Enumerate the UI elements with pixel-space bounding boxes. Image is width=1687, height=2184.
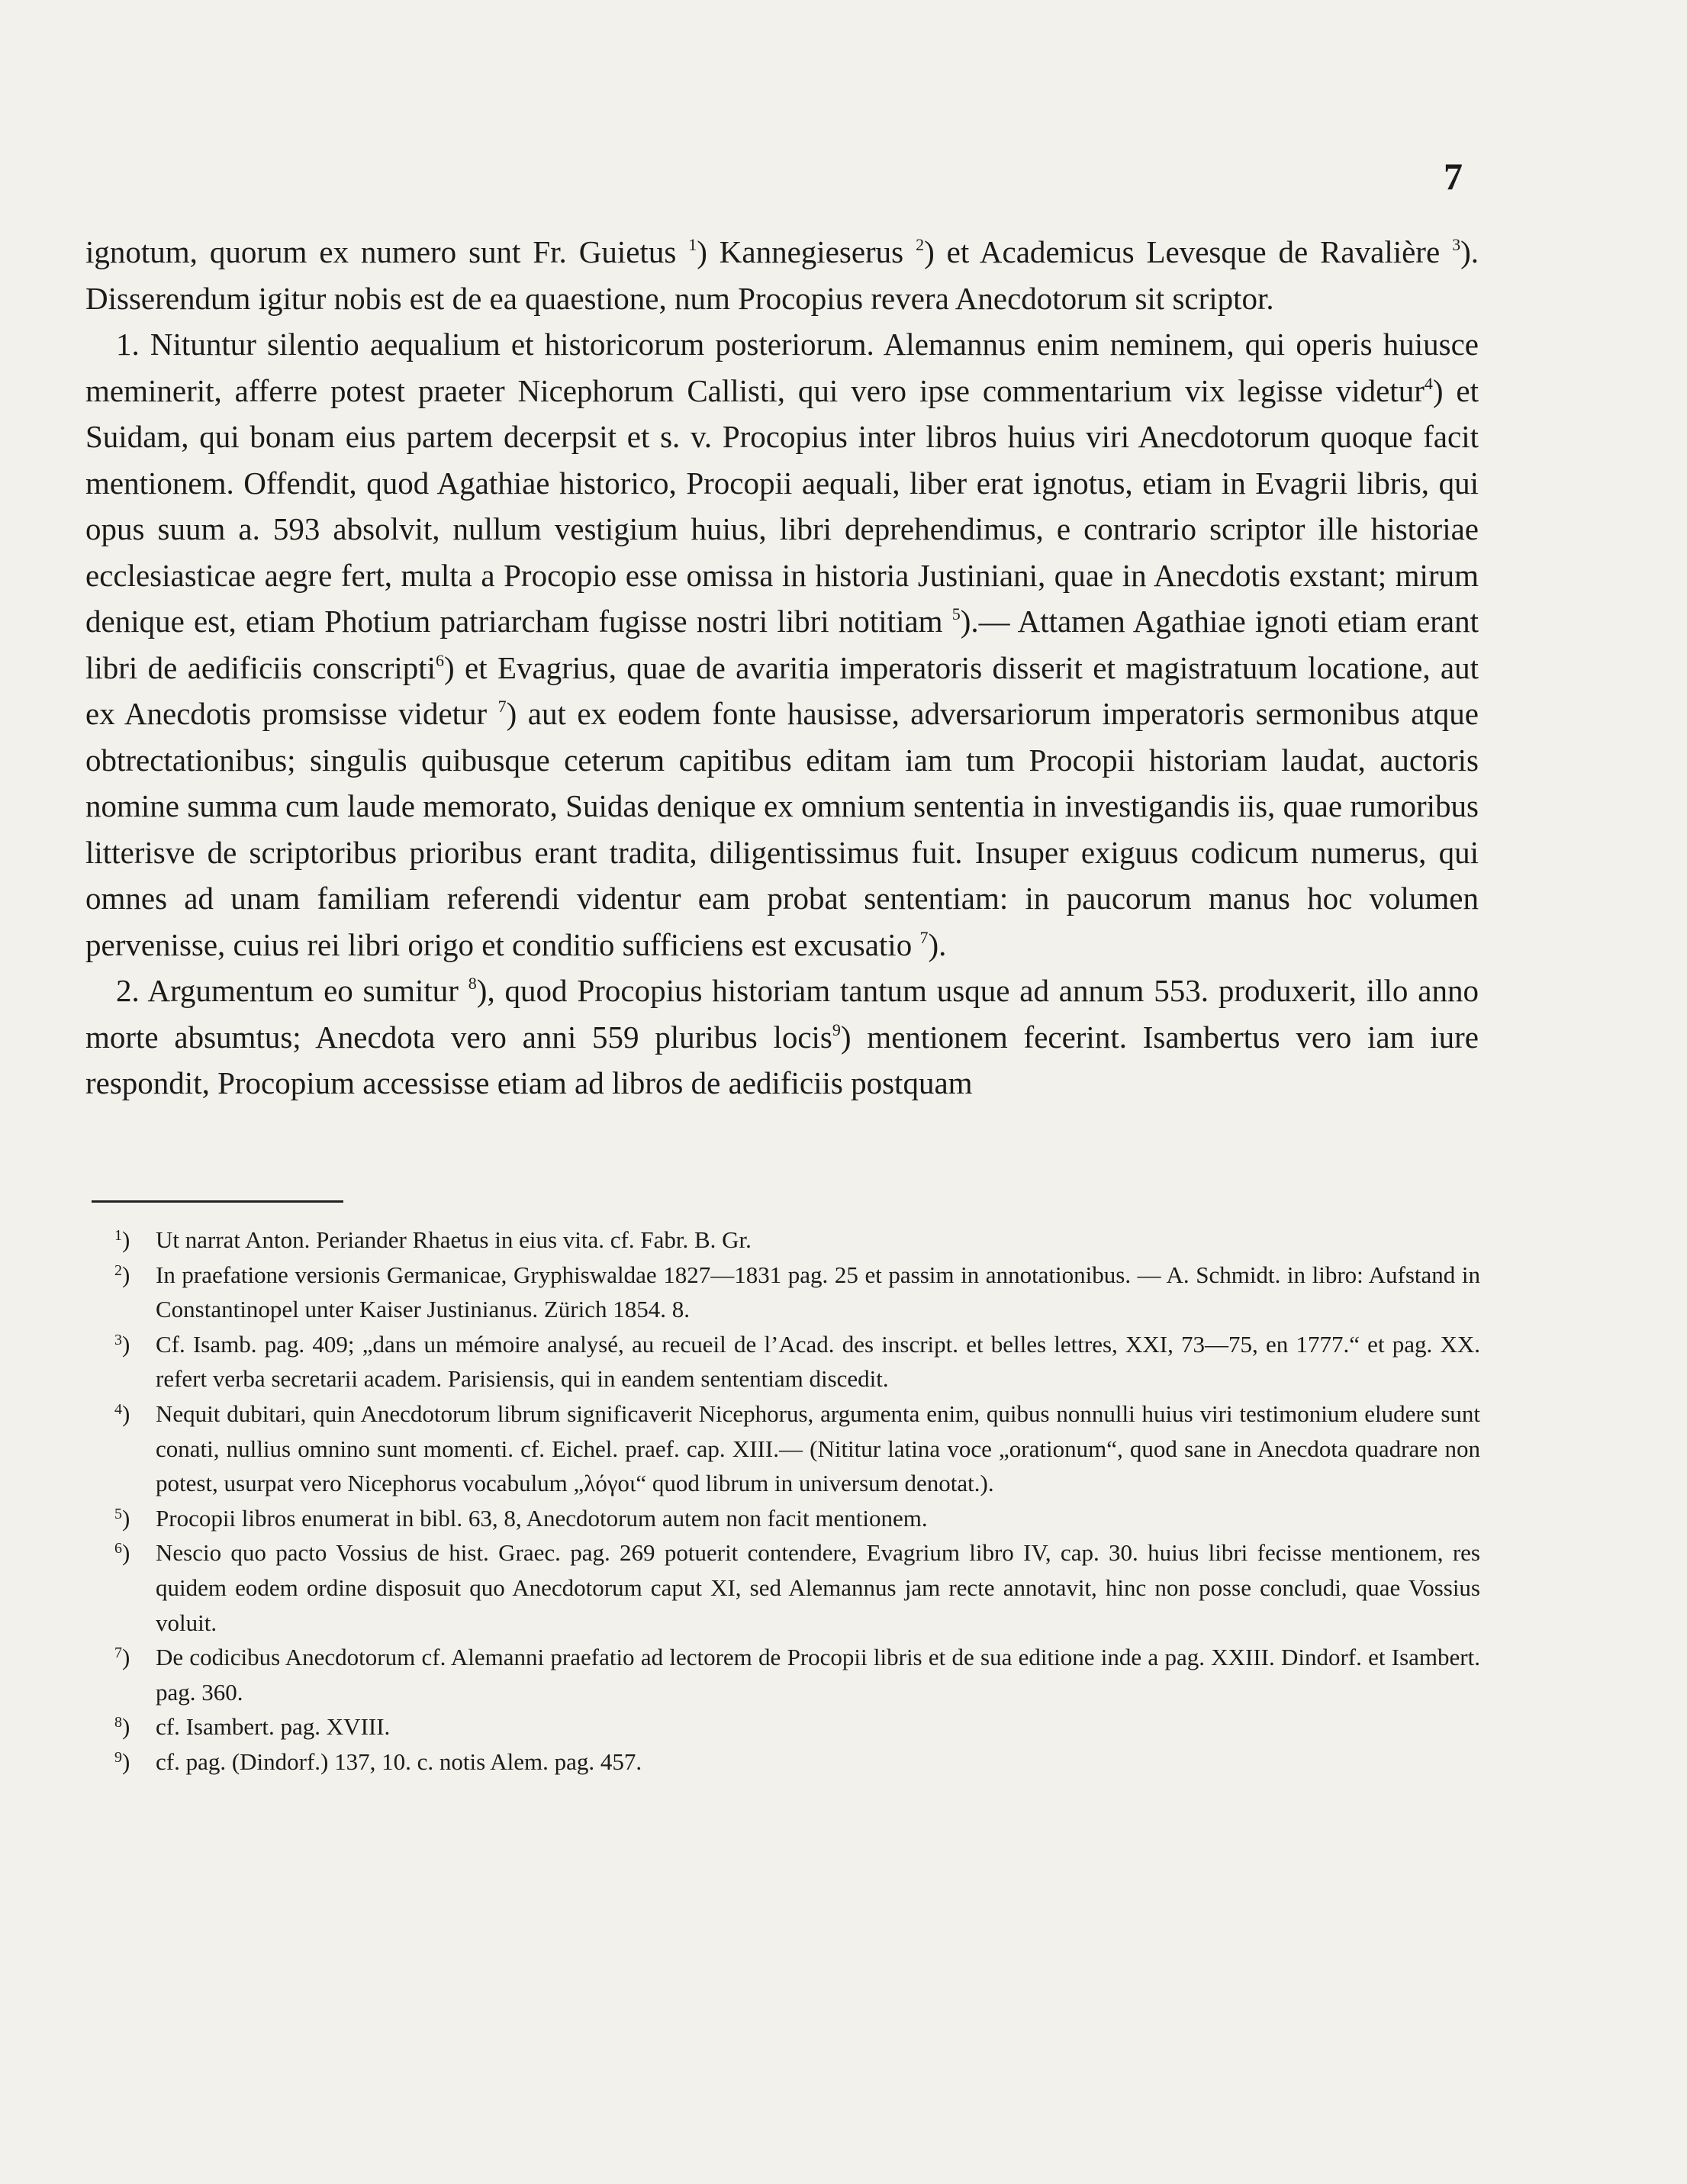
- text-span: ).: [928, 926, 947, 962]
- footnote-3: [114, 1327, 1480, 1396]
- paragraph-1: [85, 229, 1479, 321]
- footnote-mark-number: 6: [114, 1540, 122, 1557]
- paragraph-3: [85, 968, 1479, 1106]
- footnote-2: [114, 1258, 1480, 1327]
- footnote-mark-number: 1: [114, 1227, 122, 1244]
- footnote-mark: $^7$): [114, 1644, 130, 1671]
- footnote-text: In praefatione versionis Germanicae, Gryphiswaldae 1827—1831 pag. 25 et passim in annotationibus. — A. Schmidt. in libro: Aufstand in Constantinopel unter Kaiser Justinianus. Zürich 1854. 8.: [156, 1261, 1480, 1323]
- text-span: ) mentionem fecerint. Isambertus vero iam iure respondit, Procopium accessisse etiam ad libros de aedificiis postquam: [85, 1019, 1479, 1100]
- footnote-ref: 3: [1452, 235, 1461, 254]
- footnote-ref: 9: [832, 1020, 841, 1039]
- page-number: 7: [1444, 155, 1463, 198]
- footnote-mark: $^3$): [114, 1330, 130, 1358]
- text-span: ) et Suidam, qui bonam eius partem decerpsit et s. v. Procopius inter libros huius viri Anecdotorum quoque facit mentionem. Offendit, quod Agathiae historico, Procopii aequali, liber erat ignotus, etiam in Evagrii libris, qui opus suum a. 593 absolvit, nullum vestigium huius, libri deprehendimus, e contrario scriptor ille historiae ecclesiasticae aegre fert, multa a Procopio esse omissa in historia Justiniani, quae in Anecdotis exstant; mirum denique est, etiam Photium patriarcham fugisse nostri libri notitiam: [85, 372, 1479, 639]
- footnote-text: Nequit dubitari, quin Anecdotorum librum significaverit Nicephorus, argumenta enim, quibus nonnulli huius viri testimonium eludere sunt conati, nullius omnino sunt momenti. cf. Eichel. praef. cap. XIII.— (Nititur latina voce „orationum“, quod sane in Anecdota quadrare non potest, usurpat vero Nicephorus vocabulum „λόγοι“ quod librum in universum denotat.).: [156, 1400, 1480, 1497]
- footnote-text: Cf. Isamb. pag. 409; „dans un mémoire analysé, au recueil de l’Acad. des inscript. et belles lettres, XXI, 73—75, en 1777.“ et pag. XX. refert verba secretarii academ. Parisiensis, qui in eandem sententiam discedit.: [156, 1330, 1480, 1393]
- footnote-ref: 6: [436, 650, 445, 670]
- footnote-mark: $^4$): [114, 1400, 130, 1427]
- paragraph-2: [85, 321, 1479, 968]
- footnote-ref: 4: [1424, 373, 1433, 393]
- footnote-4: [114, 1396, 1480, 1501]
- footnote-mark-number: 5: [114, 1505, 122, 1522]
- footnote-mark-number: 8: [114, 1714, 122, 1731]
- text-span: ignotum, quorum ex numero sunt Fr. Guietus: [85, 234, 689, 269]
- text-span: 1. Nituntur silentio aequalium et historicorum posteriorum. Alemannus enim neminem, qui operis huiusce meminerit, afferre potest praeter Nicephorum Callisti, qui vero ipse commentarium vix legisse videtur: [85, 327, 1479, 408]
- footnote-text: Ut narrat Anton. Periander Rhaetus in eius vita. cf. Fabr. B. Gr.: [156, 1226, 752, 1253]
- text-span: ) Kannegieserus: [697, 234, 916, 269]
- footnote-text: Nescio quo pacto Vossius de hist. Graec. pag. 269 potuerit contendere, Evagrium libro IV, cap. 30. huius libri fecisse mentionem, res quidem eodem ordine disposuit quo Anecdotorum caput XI, sed Alemannus jam recte annotavit, hinc non posse concludi, quae Vossius voluit.: [156, 1539, 1480, 1636]
- footnote-mark: $^1$): [114, 1226, 130, 1253]
- footnote-mark-number: 4: [114, 1400, 122, 1418]
- footnote-ref: 8: [468, 974, 477, 993]
- text-span: 2. Argumentum eo sumitur: [116, 973, 468, 1008]
- footnote-text: De codicibus Anecdotorum cf. Alemanni praefatio ad lectorem de Procopii libris et de sua editione inde a pag. XXIII. Dindorf. et Isambert. pag. 360.: [156, 1644, 1480, 1706]
- footnote-ref: 7: [919, 927, 929, 947]
- footnote-divider: [92, 1200, 343, 1203]
- text-span: ).— Attamen Agathiae ignoti etiam erant libri de aedificiis conscripti: [85, 604, 1479, 685]
- footnote-mark: $^8$): [114, 1713, 130, 1741]
- footnote-mark: $^5$): [114, 1504, 130, 1532]
- footnote-9: [114, 1744, 1480, 1780]
- footnote-mark: $^6$): [114, 1539, 130, 1567]
- footnote-8: [114, 1709, 1480, 1744]
- footnotes: [114, 1222, 1480, 1780]
- footnote-mark-number: 7: [114, 1644, 122, 1662]
- footnote-ref: 5: [951, 604, 961, 623]
- footnote-ref: 1: [688, 235, 697, 254]
- text-span: ). Disserendum igitur nobis est de ea quaestione, num Procopius revera Anecdotorum sit scriptor.: [85, 234, 1479, 316]
- footnote-ref: 2: [916, 235, 925, 254]
- footnote-mark-number: 2: [114, 1261, 122, 1279]
- footnote-mark-number: 9: [114, 1748, 122, 1766]
- text-span: ) aut ex eodem fonte hausisse, adversariorum imperatoris sermonibus atque obtrectationibus; singulis quibusque ceterum capitibus editam iam tum Procopii historiam laudat, auctoris nomine summa cum laude memorato, Suidas denique ex omnium sententia in investigandis iis, quae rumoribus litterisve de scriptoribus prioribus erant tradita, diligentissimus fuit. Insuper exiguus codicum numerus, qui omnes ad unam familiam referendi videntur eam probat sententiam: in paucorum manus hoc volumen pervenisse, cuius rei libri origo et conditio sufficiens est excusatio: [85, 696, 1479, 962]
- footnote-6: [114, 1535, 1480, 1640]
- footnote-mark-number: 3: [114, 1331, 122, 1348]
- footnote-mark: $^2$): [114, 1261, 130, 1288]
- text-span: ) et Academicus Levesque de Ravalière: [924, 234, 1453, 269]
- footnote-7: [114, 1640, 1480, 1709]
- footnote-mark: $^9$): [114, 1748, 130, 1775]
- footnote-ref: 7: [497, 697, 507, 716]
- body-text: [85, 229, 1479, 1106]
- text-span: ), quod Procopius historiam tantum usque ad annum 553. produxerit, illo anno morte absumtus; Anecdota vero anni 559 pluribus locis: [85, 973, 1479, 1055]
- text-span: ) et Evagrius, quae de avaritia imperatoris disserit et magistratuum locatione, aut ex Anecdotis promsisse videtur: [85, 649, 1479, 731]
- footnote-1: [114, 1222, 1480, 1258]
- footnote-text: cf. Isambert. pag. XVIII.: [156, 1713, 391, 1741]
- footnote-text: Procopii libros enumerat in bibl. 63, 8, Anecdotorum autem non facit mentionem.: [156, 1504, 928, 1532]
- footnote-5: [114, 1501, 1480, 1536]
- footnote-text: cf. pag. (Dindorf.) 137, 10. c. notis Alem. pag. 457.: [156, 1748, 642, 1775]
